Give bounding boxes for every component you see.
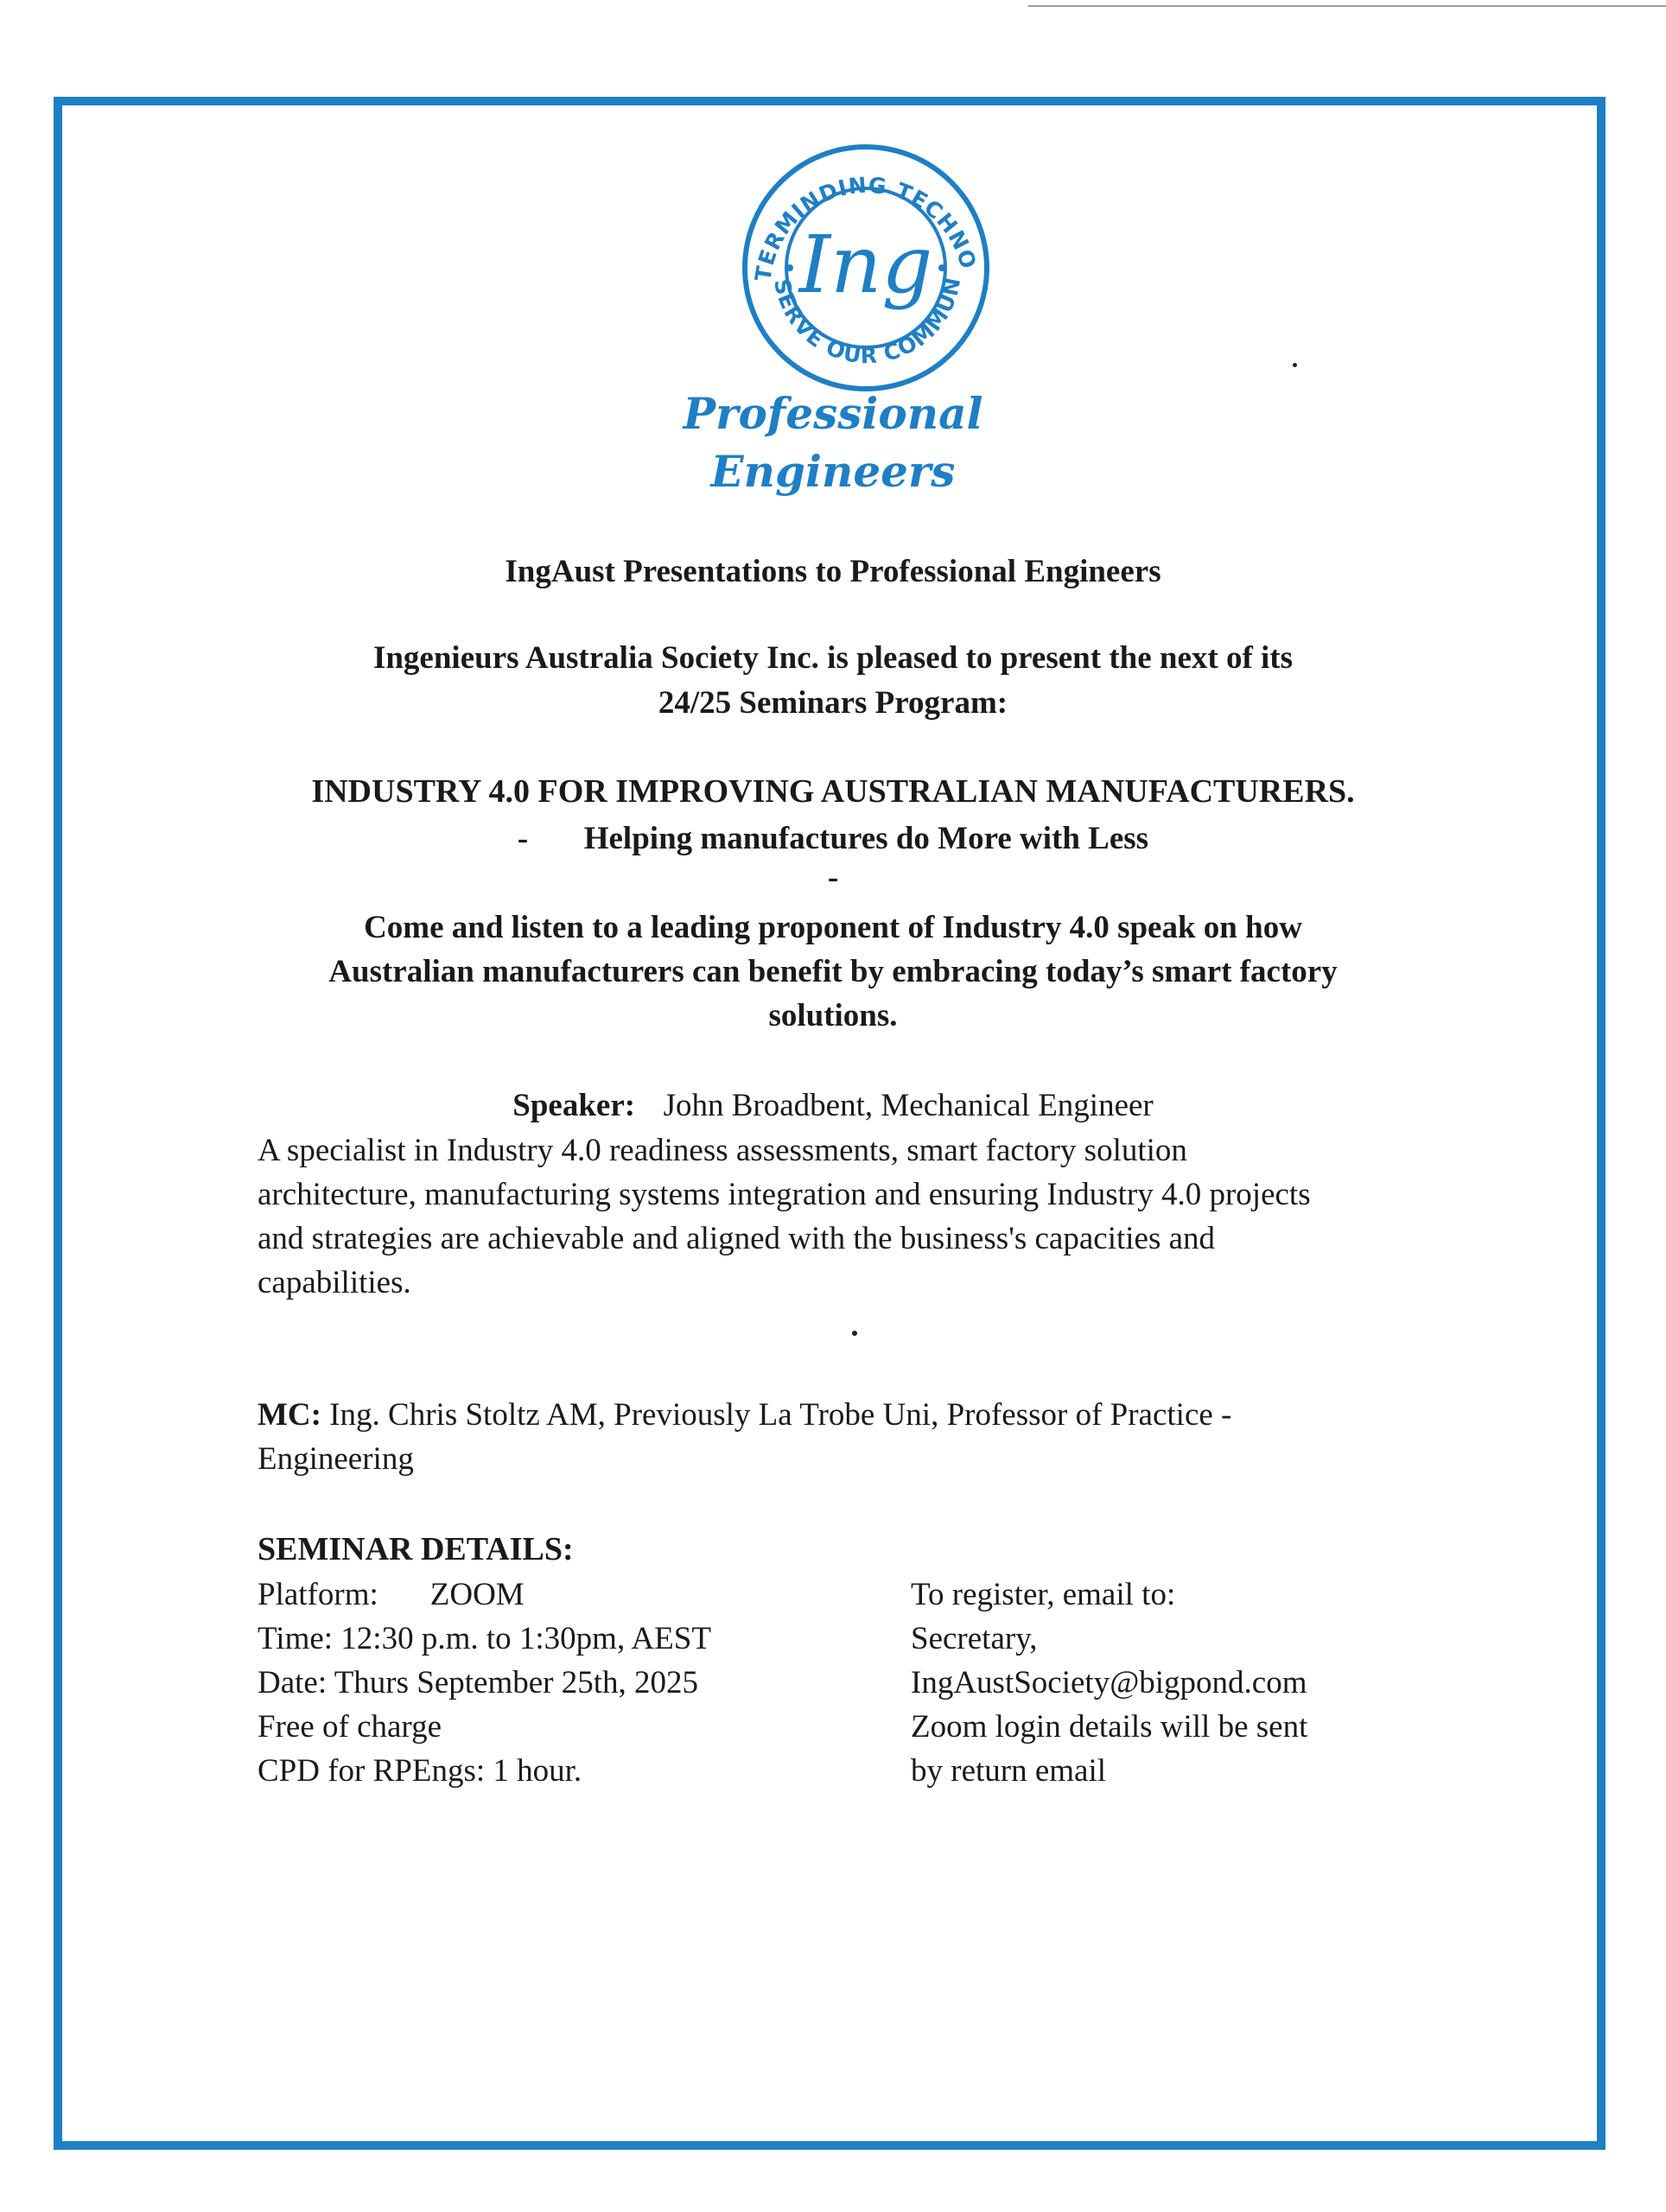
platform-label: Platform: — [258, 1577, 378, 1612]
register-line-1: To register, email to: — [911, 1577, 1176, 1612]
scan-edge-line — [1028, 5, 1666, 7]
details-date: Date: Thurs September 25th, 2025 — [258, 1665, 699, 1700]
logo-ring-bottom-text: SERVE OUR COMMUN — [768, 274, 966, 369]
subtitle-text: Helping manufactures do More with Less — [583, 821, 1149, 856]
logo-ring-top-text: TERMINDING TECHNO — [750, 172, 982, 283]
pitch-line-1: Come and listen to a leading proponent of Industry 4.0 speak on how — [364, 910, 1302, 945]
mc-line-2: Engineering — [258, 1441, 414, 1477]
register-line-5: by return email — [911, 1753, 1107, 1789]
mc-section — [258, 1393, 1467, 1481]
title-separator: - — [827, 860, 839, 895]
speaker-bio-line-3: and strategies are achievable and aligned with the business's capacities and — [258, 1221, 1216, 1256]
details-time: Time: 12:30 p.m. to 1:30pm, AEST — [258, 1621, 711, 1656]
intro-line-2: 24/25 Seminars Program: — [658, 685, 1008, 721]
pitch-line-3: solutions. — [768, 998, 898, 1033]
pitch-line-2: Australian manufacturers can benefit by embracing today’s smart factory — [328, 954, 1338, 989]
details-cost: Free of charge — [258, 1709, 442, 1745]
logo-monogram: Ing — [798, 219, 933, 311]
seminar-title: INDUSTRY 4.0 FOR IMPROVING AUSTRALIAN MANUFACTURERS. — [311, 773, 1355, 810]
platform-value: ZOOM — [429, 1577, 525, 1612]
ingaust-logo — [736, 138, 995, 397]
register-line-4: Zoom login details will be sent — [911, 1709, 1308, 1745]
intro-line-1: Ingenieurs Australia Society Inc. is pleased to present the next of its — [372, 640, 1294, 676]
speaker-bio — [258, 1128, 1467, 1305]
register-line-2: Secretary, — [911, 1621, 1038, 1656]
details-platform — [258, 1573, 711, 1617]
logo-seal-icon — [736, 138, 995, 397]
speaker-label: Speaker: — [512, 1088, 636, 1123]
subtitle-dash: - — [517, 821, 529, 856]
speaker-bio-line-1: A specialist in Industry 4.0 readiness assessments, smart factory solution — [258, 1133, 1187, 1168]
speaker-bio-line-4: capabilities. — [258, 1265, 411, 1300]
logo-tagline-line2: Engineers — [710, 446, 956, 497]
mc-label: MC: — [258, 1397, 321, 1433]
scan-speck — [852, 1331, 857, 1336]
speaker-line — [173, 1084, 1493, 1128]
details-cpd: CPD for RPEngs: 1 hour. — [258, 1753, 582, 1789]
document-heading: IngAust Presentations to Professional Engineers — [505, 554, 1161, 589]
speaker-bio-line-2: architecture, manufacturing systems integration and ensuring Industry 4.0 projects — [258, 1177, 1311, 1212]
details-column — [258, 1573, 711, 1793]
scan-speck — [1293, 363, 1297, 367]
mc-line-1: Ing. Chris Stoltz AM, Previously La Trobe Uni, Professor of Practice - — [329, 1397, 1232, 1433]
details-heading: SEMINAR DETAILS: — [258, 1531, 574, 1567]
speaker-name: John Broadbent, Mechanical Engineer — [663, 1088, 1154, 1123]
register-column — [911, 1573, 1307, 1793]
register-email[interactable]: IngAustSociety@bigpond.com — [911, 1665, 1307, 1700]
logo-tagline-line1: Professional — [683, 388, 983, 439]
